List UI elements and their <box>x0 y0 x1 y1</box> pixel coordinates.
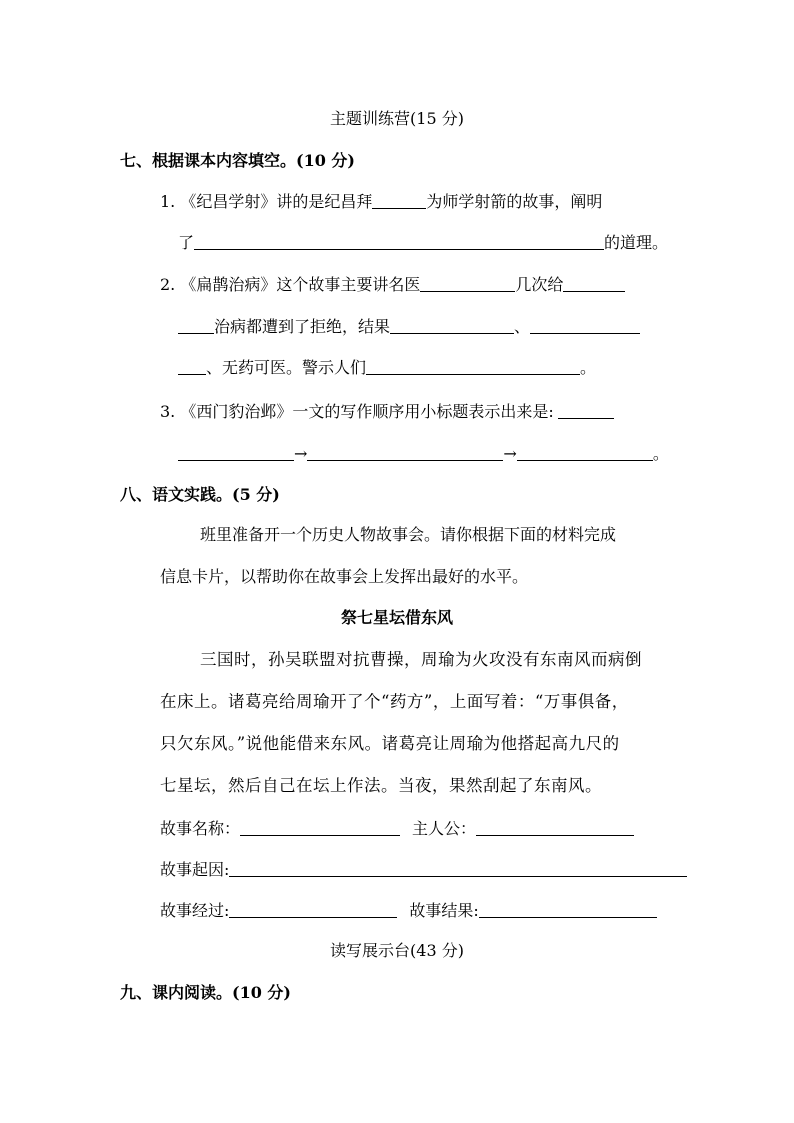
arrow-2: → <box>503 444 517 463</box>
question-7-title: 七、根据课本内容填空。(10 分) <box>120 151 355 170</box>
q7-item3-line2 <box>178 442 669 465</box>
hero-label: 主人公： <box>412 819 477 838</box>
q7-item2-text-e: 、无药可医。警示人们 <box>206 358 367 377</box>
section-header-theme-training: 主题训练营(15 分) <box>330 109 464 128</box>
q7-item2-blank-result-2a[interactable] <box>530 315 640 334</box>
result-blank[interactable] <box>479 899 657 918</box>
card-row-name-hero <box>160 817 634 840</box>
q7-item2-blank-patient-b[interactable] <box>178 315 214 334</box>
story-line4: 七星坛，然后自己在坛上作法。当夜，果然刮起了东南风。 <box>160 776 602 795</box>
q7-item2-blank-warning[interactable] <box>366 356 580 375</box>
q7-item2-text-a: 2. 《扁鹊治病》这个故事主要讲名医 <box>160 275 421 294</box>
q7-item2-text-d: 、 <box>514 317 531 336</box>
q7-item3-text-a: 3. 《西门豹治邺》一文的写作顺序用小标题表示出来是: <box>160 402 554 421</box>
arrow-1: → <box>294 444 308 463</box>
question-8-title: 八、语文实践。(5 分) <box>120 485 280 504</box>
q7-item2-line3 <box>178 356 596 379</box>
question-9-title: 九、课内阅读。(10 分) <box>120 983 291 1002</box>
q7-item2-blank-doctor[interactable] <box>420 273 515 292</box>
story-line3: 只欠东风。”说他能借来东风。诸葛亮让周瑜为他搭起高九尺的 <box>160 734 620 753</box>
story-title: 祭七星坛借东风 <box>340 608 453 627</box>
q7-item2-line2 <box>178 315 640 338</box>
q7-item3-end: 。 <box>652 444 669 463</box>
q7-item1-blank-lesson[interactable] <box>194 231 604 250</box>
cause-blank[interactable] <box>229 858 687 877</box>
card-row-process-result <box>160 899 657 922</box>
q8-intro-line2: 信息卡片，以帮助你在故事会上发挥出最好的水平。 <box>160 567 529 586</box>
q7-item2-text-c: 治病都遭到了拒绝，结果 <box>214 317 391 336</box>
q7-item3-blank-1b[interactable] <box>178 442 294 461</box>
q7-item3-blank-2[interactable] <box>307 442 503 461</box>
card-row-cause <box>160 858 687 881</box>
q8-intro-line1: 班里准备开一个历史人物故事会。请你根据下面的材料完成 <box>200 525 617 544</box>
section-header-read-write: 读写展示台(43 分) <box>330 941 464 960</box>
q7-item1-text-b: 为师学射箭的故事，阐明 <box>426 192 603 211</box>
q7-item1-line2 <box>178 231 668 254</box>
cause-label: 故事起因: <box>160 860 230 879</box>
q7-item1-text-a: 1. 《纪昌学射》讲的是纪昌拜 <box>160 192 373 211</box>
q7-item1-line1 <box>160 190 602 213</box>
q7-item3-blank-1a[interactable] <box>558 400 614 419</box>
q7-item1-text-c: 了 <box>178 233 195 252</box>
result-label: 故事结果: <box>409 901 479 920</box>
story-line1: 三国时，孙吴联盟对抗曹操，周瑜为火攻没有东南风而病倒 <box>200 650 642 669</box>
q7-item2-line1 <box>160 273 625 296</box>
story-line2: 在床上。诸葛亮给周瑜开了个“药方”，上面写着：“万事俱备， <box>160 692 629 711</box>
process-label: 故事经过: <box>160 901 230 920</box>
q7-item2-blank-result-1[interactable] <box>390 315 514 334</box>
q7-item2-text-f: 。 <box>580 358 597 377</box>
process-blank[interactable] <box>229 899 397 918</box>
hero-blank[interactable] <box>476 817 634 836</box>
story-name-blank[interactable] <box>240 817 400 836</box>
q7-item3-blank-3[interactable] <box>517 442 653 461</box>
q7-item3-line1 <box>160 400 614 423</box>
q7-item1-text-d: 的道理。 <box>604 233 669 252</box>
q7-item1-blank-teacher[interactable] <box>372 190 426 209</box>
q7-item2-blank-patient-a[interactable] <box>563 273 625 292</box>
q7-item2-blank-result-2b[interactable] <box>178 356 206 375</box>
q7-item2-text-b: 几次给 <box>515 275 564 294</box>
story-name-label: 故事名称： <box>160 819 241 838</box>
